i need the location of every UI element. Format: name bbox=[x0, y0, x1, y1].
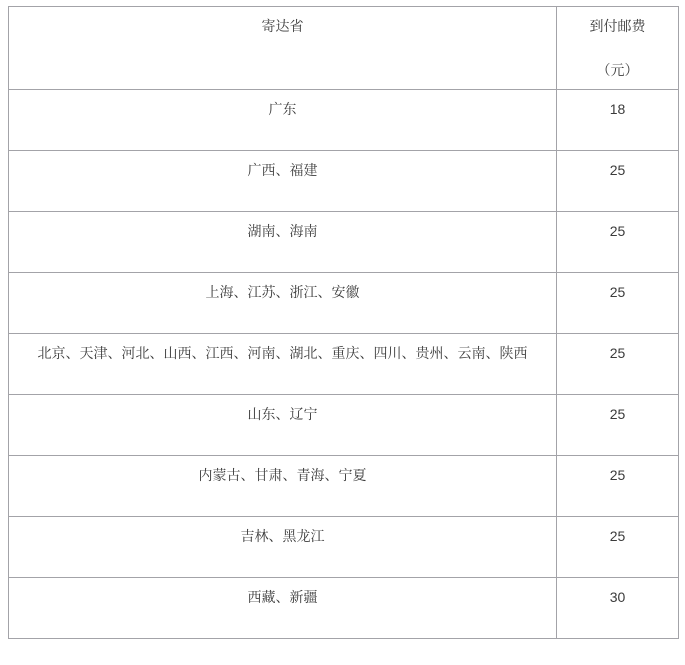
province-text: 吉林、黑龙江 bbox=[240, 528, 325, 544]
table-row bbox=[9, 273, 679, 334]
fee-text: 25 bbox=[609, 467, 626, 483]
province-cell bbox=[9, 90, 557, 151]
fee-cell bbox=[557, 212, 679, 273]
province-text: 北京、天津、河北、山西、江西、河南、湖北、重庆、四川、贵州、云南、陕西 bbox=[37, 345, 528, 361]
fee-text: 25 bbox=[609, 284, 626, 300]
table-header-row bbox=[9, 7, 679, 90]
province-text: 内蒙古、甘肃、青海、宁夏 bbox=[198, 467, 367, 483]
province-cell bbox=[9, 517, 557, 578]
table-row bbox=[9, 578, 679, 639]
fee-cell bbox=[557, 456, 679, 517]
fee-text: 25 bbox=[609, 528, 626, 544]
table-row bbox=[9, 90, 679, 151]
shipping-fee-table-container bbox=[8, 6, 679, 639]
fee-text: 25 bbox=[609, 345, 626, 361]
fee-cell bbox=[557, 151, 679, 212]
fee-text: 25 bbox=[609, 223, 626, 239]
fee-text: 25 bbox=[609, 162, 626, 178]
table-row bbox=[9, 395, 679, 456]
fee-cell bbox=[557, 334, 679, 395]
header-cod-fee bbox=[557, 7, 679, 90]
province-cell bbox=[9, 151, 557, 212]
fee-text: 18 bbox=[609, 101, 626, 117]
fee-cell bbox=[557, 395, 679, 456]
header-cod-fee-line1: 到付邮费 bbox=[589, 18, 646, 34]
fee-text: 25 bbox=[609, 406, 626, 422]
fee-cell bbox=[557, 90, 679, 151]
province-text: 西藏、新疆 bbox=[247, 589, 318, 605]
province-cell bbox=[9, 395, 557, 456]
province-cell bbox=[9, 456, 557, 517]
province-text: 广西、福建 bbox=[247, 162, 318, 178]
table-row bbox=[9, 456, 679, 517]
province-cell bbox=[9, 334, 557, 395]
fee-cell bbox=[557, 578, 679, 639]
table-row bbox=[9, 334, 679, 395]
header-destination-province-label: 寄达省 bbox=[261, 18, 304, 34]
province-cell bbox=[9, 273, 557, 334]
fee-cell bbox=[557, 517, 679, 578]
table-row bbox=[9, 151, 679, 212]
fee-text: 30 bbox=[609, 589, 626, 605]
header-destination-province bbox=[9, 7, 557, 90]
province-text: 上海、江苏、浙江、安徽 bbox=[205, 284, 360, 300]
table-row bbox=[9, 517, 679, 578]
province-cell bbox=[9, 212, 557, 273]
province-cell bbox=[9, 578, 557, 639]
fee-cell bbox=[557, 273, 679, 334]
province-text: 广东 bbox=[268, 101, 297, 117]
table-row bbox=[9, 212, 679, 273]
header-cod-fee-line2: （元） bbox=[596, 62, 639, 78]
province-text: 湖南、海南 bbox=[247, 223, 318, 239]
shipping-fee-table bbox=[8, 6, 679, 639]
province-text: 山东、辽宁 bbox=[247, 406, 318, 422]
